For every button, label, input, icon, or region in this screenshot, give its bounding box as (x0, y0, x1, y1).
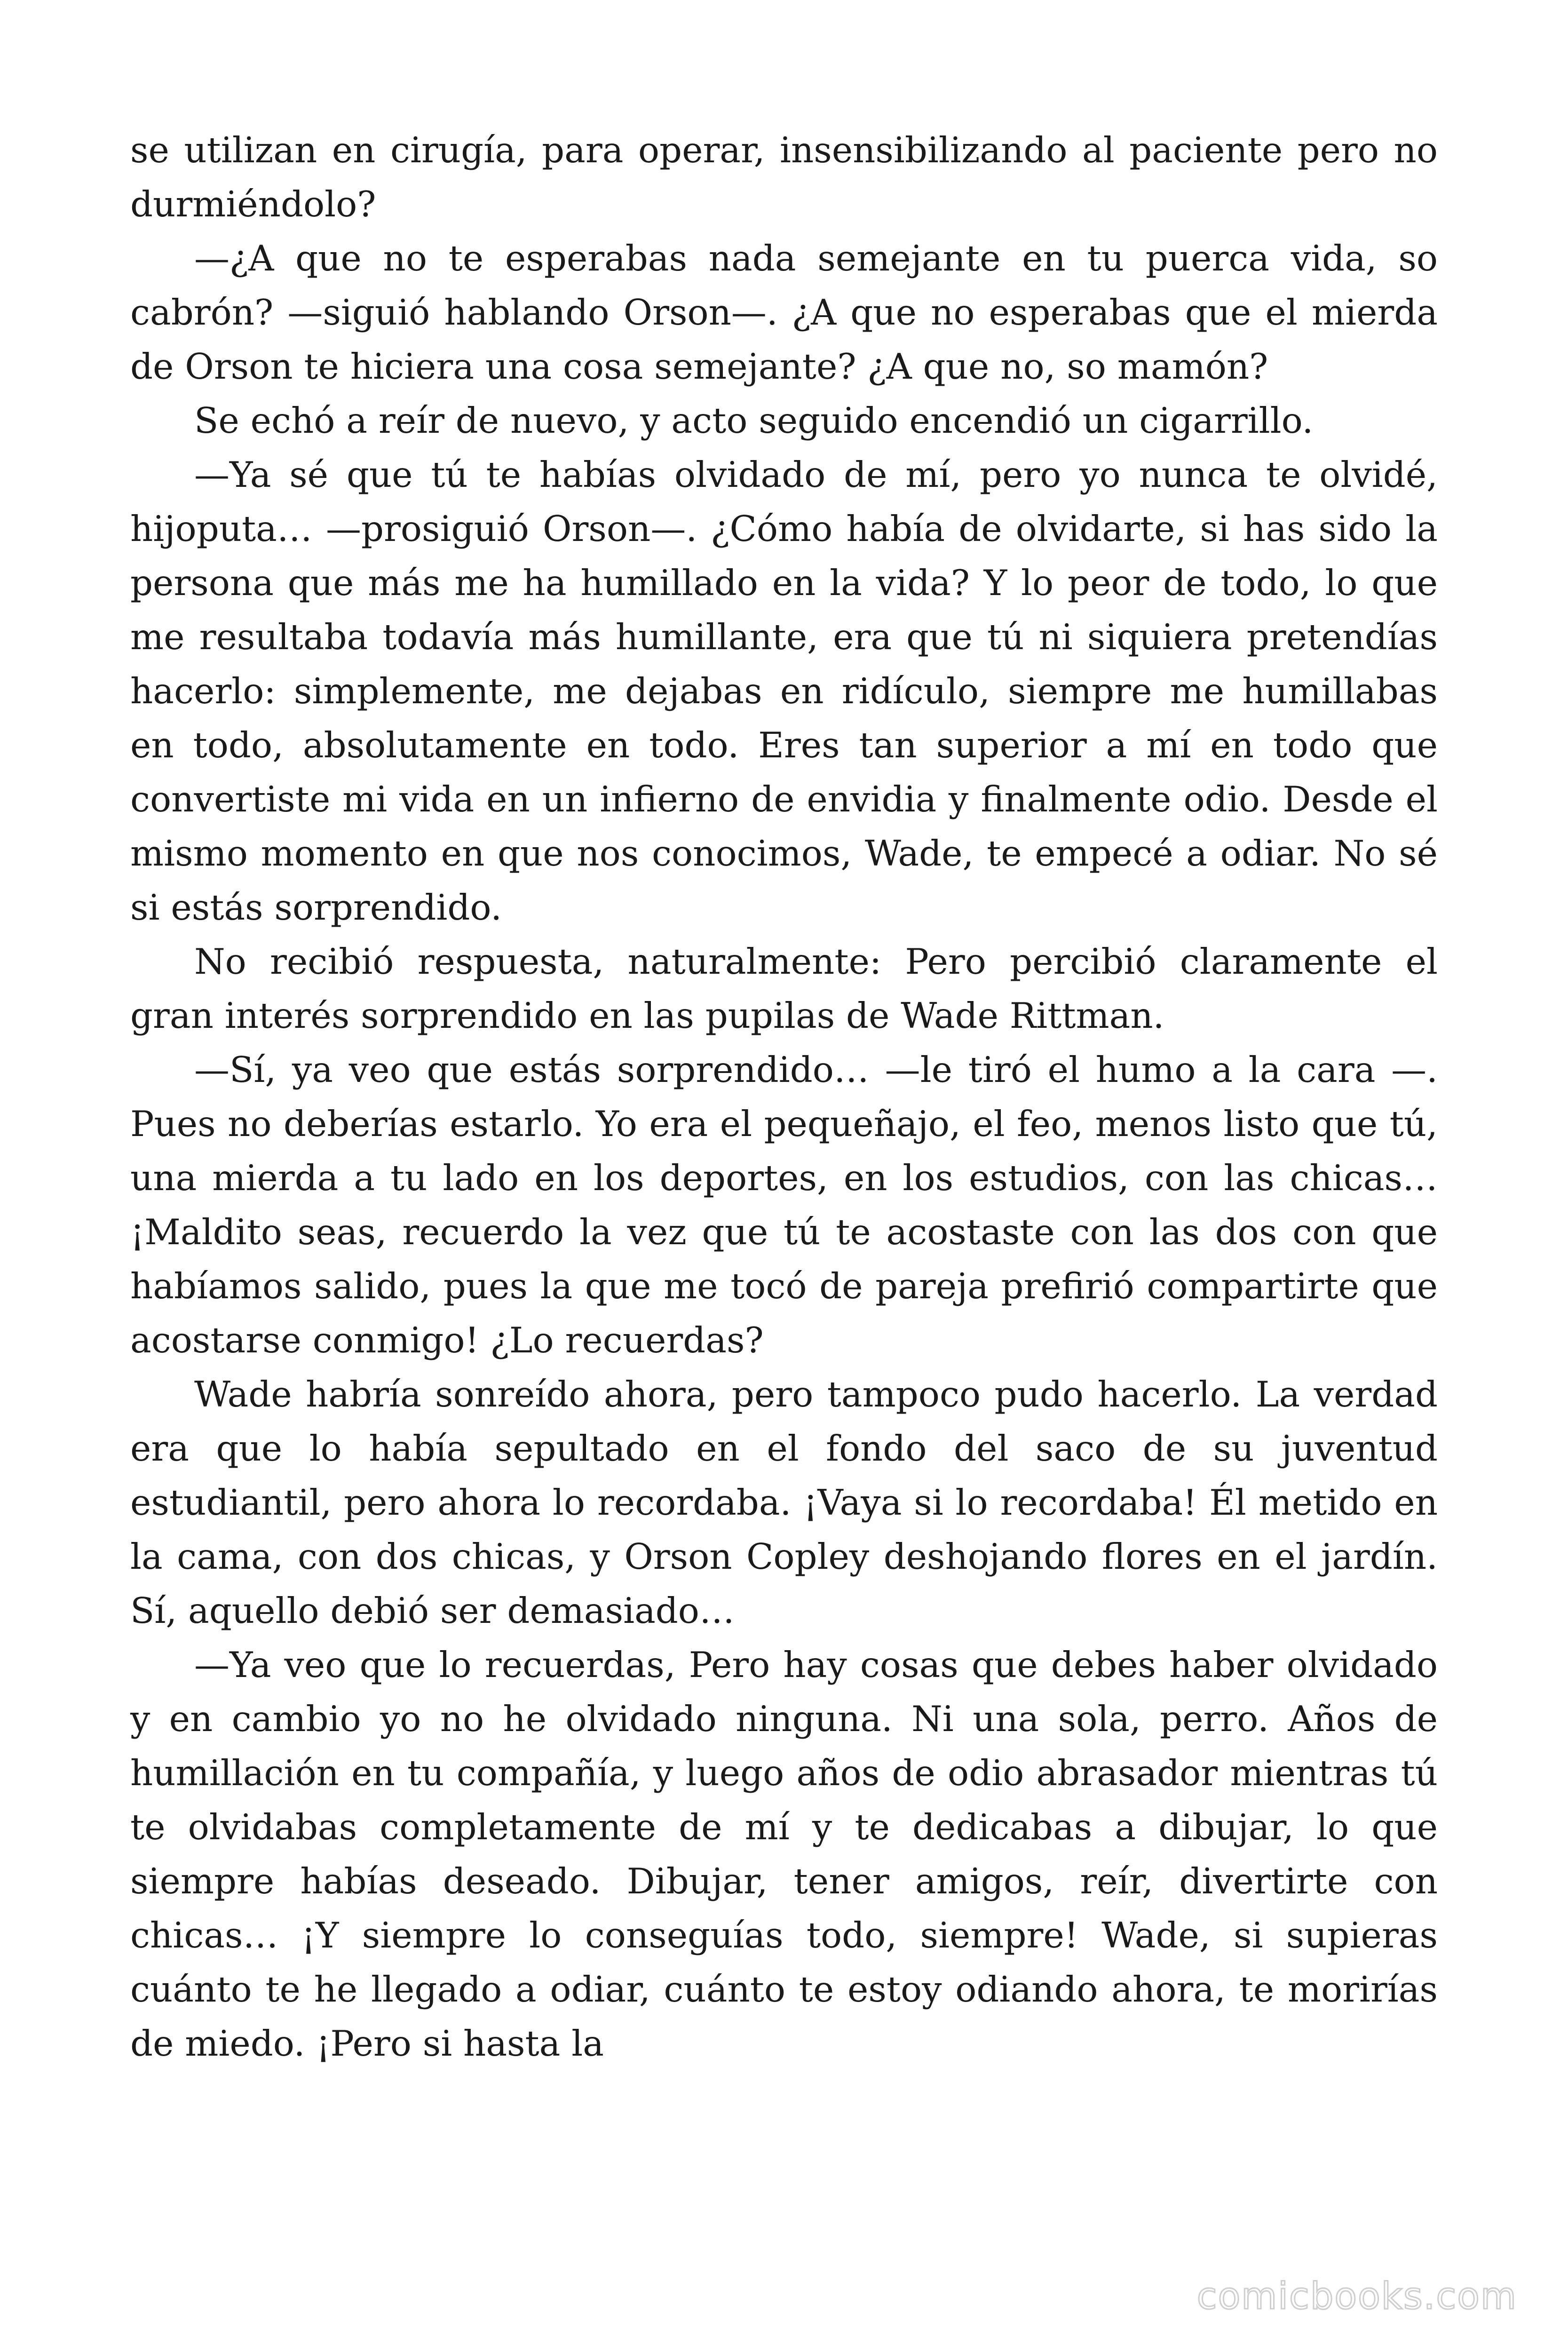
paragraph: —Ya veo que lo recuerdas, Pero hay cosas que debes haber olvidado y en cambio yo no he olvidado ninguna. Ni una sola, perro. Años de humillación en tu compañía, y luego años de odio abrasador mientras tú te olvidabas completamente de mí y te dedicabas a dibujar, lo que siempre habías deseado. Dibujar, tener amigos, reír, divertirte con chicas… ¡Y siempre lo conseguías todo, siempre! Wade, si supieras cuánto te he llegado a odiar, cuánto te estoy odiando ahora, te morirías de miedo. ¡Pero si hasta la (130, 1644, 1438, 2064)
paragraph: —Sí, ya veo que estás sorprendido… —le tiró el humo a la cara —. Pues no deberías estarlo. Yo era el pequeñajo, el feo, menos listo que tú, una mierda a tu lado en los deportes, en los estudios, con las chicas… ¡Maldito seas, recuerdo la vez que tú te acostaste con las dos con que habíamos salido, pues la que me tocó de pareja prefirió compartirte que acostarse conmigo! ¿Lo recuerdas? (130, 1049, 1438, 1361)
paragraph: Wade habría sonreído ahora, pero tampoco pudo hacerlo. La verdad era que lo había sepultado en el fondo del saco de su juventud estudiantil, pero ahora lo recordaba. ¡Vaya si lo recordaba! Él metido en la cama, con dos chicas, y Orson Copley deshojando flores en el jardín. Sí, aquello debió ser demasiado… (130, 1374, 1438, 1631)
paragraph: Se echó a reír de nuevo, y acto seguido encendió un cigarrillo. (194, 400, 1314, 441)
book-page-body (130, 123, 1438, 2146)
paragraph: se utilizan en cirugía, para operar, insensibilizando al paciente pero no durmiéndolo? (130, 129, 1438, 225)
watermark-logo: comicbooks.com (1196, 2275, 1517, 2318)
paragraph: —¿A que no te esperabas nada semejante en tu puerca vida, so cabrón? —siguió hablando Orson—. ¿A que no esperabas que el mierda de Orson te hiciera una cosa semejante? ¿A que no, so mamón? (130, 238, 1438, 387)
paragraph: —Ya sé que tú te habías olvidado de mí, pero yo nunca te olvidé, hijoputa… —prosiguió Orson—. ¿Cómo había de olvidarte, si has sido la persona que más me ha humillado en la vida? Y lo peor de todo, lo que me resultaba todavía más humillante, era que tú ni siquiera pretendías hacerlo: simplemente, me dejabas en ridículo, siempre me humillabas en todo, absolutamente en todo. Eres tan superior a mí en todo que convertiste mi vida en un infierno de envidia y finalmente odio. Desde el mismo momento en que nos conocimos, Wade, te empecé a odiar. No sé si estás sorprendido. (130, 454, 1438, 928)
paragraph: No recibió respuesta, naturalmente: Pero percibió claramente el gran interés sorprendido en las pupilas de Wade Rittman. (130, 941, 1438, 1036)
